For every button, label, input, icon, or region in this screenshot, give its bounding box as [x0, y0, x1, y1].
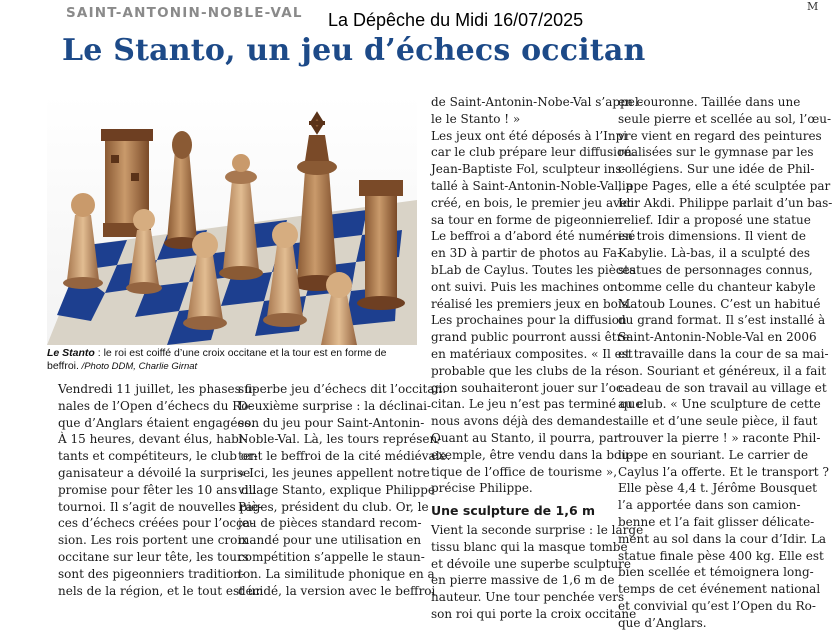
text-line: et dévoile une superbe sculpture: [431, 556, 632, 571]
text-line: mandé pour une utilisation en: [238, 533, 422, 548]
text-line: l’a apportée dans son camion-: [618, 498, 801, 513]
text-line: décidé, la version avec le beffroi: [238, 583, 436, 598]
section-subhead: Une sculpture de 1,6 m: [431, 503, 596, 519]
text-line: du grand format. Il s’est installé à: [618, 313, 826, 328]
text-line: ment au sol dans la cour d’Idir. La: [618, 531, 827, 546]
column-3-body: [431, 94, 643, 497]
text-line: Vient la seconde surprise : le large: [431, 522, 644, 537]
text-line: trouver la pierre ! » raconte Phil-: [618, 430, 821, 445]
text-line: de Saint-Antonin-Nobe-Val s’appel-: [431, 95, 643, 109]
section-kicker: SAINT-ANTONIN-NOBLE-VAL: [66, 5, 303, 21]
text-line: Vendredi 11 juillet, les phases fi-: [58, 382, 257, 396]
text-line: son. Souriant et généreux, il a fait: [618, 363, 827, 378]
newspaper-source: La Dépêche du Midi 16/07/2025: [328, 10, 584, 30]
text-line: et travaille dans la cour de sa mai-: [618, 346, 829, 361]
text-line: bien scellée et témoignera long-: [618, 565, 814, 580]
chess-pieces-illustration: [47, 95, 417, 345]
text-line: Idir Akdi. Philippe parlait d’un bas-: [618, 195, 832, 210]
text-line: citan. Le jeu n’est pas terminé que: [431, 397, 643, 412]
text-line: tique de l’office de tourisme »,: [431, 464, 618, 479]
text-line: en 3D à partir de photos au Fa-: [431, 246, 622, 261]
article-column-3: [431, 94, 643, 623]
column-3-continued: [431, 522, 643, 623]
text-line: lippe en souriant. Le carrier de: [618, 447, 809, 462]
text-line: précise Philippe.: [431, 481, 533, 496]
text-line: sont des pigeonniers tradition-: [58, 566, 246, 581]
text-line: temps de cet événement national: [618, 582, 821, 597]
text-line: nales de l’Open d’échecs du Ro-: [58, 398, 253, 413]
text-line: cadeau de son travail au village et: [618, 380, 827, 395]
text-line: promise pour fêter les 10 ans du: [58, 482, 257, 497]
caption-text: : le roi est coiffé d’une croix occitane et la tour est en forme de beffroi.: [47, 347, 387, 372]
text-line: nous avons déjà des demandes.: [431, 414, 623, 429]
text-line: réalisées sur le gymnase par les: [618, 145, 814, 160]
text-line: car le club prépare leur diffusion.: [431, 145, 636, 160]
text-line: probable que les clubs de la ré-: [431, 363, 623, 378]
text-line: ganisateur a dévoilé la surprise: [58, 465, 251, 480]
article-column-1: [58, 381, 263, 599]
text-line: compétition s’appelle le staun-: [238, 549, 425, 564]
text-line: le le Stanto ! »: [431, 111, 521, 126]
text-line: grand public pourront aussi être: [431, 330, 630, 345]
text-line: Quant au Stanto, il pourra, par: [431, 430, 620, 445]
text-line: Saint-Antonin-Noble-Val en 2006: [618, 330, 817, 345]
text-line: Elle pèse 4,4 t. Jérôme Bousquet: [618, 481, 817, 496]
photo-credit: /Photo DDM, Charlie Girnat: [78, 360, 198, 372]
text-line: jeu de pièces standard recom-: [238, 516, 422, 531]
text-line: Le beffroi a d’abord été numérisé: [431, 229, 636, 244]
text-line: vre vient en regard des peintures: [618, 128, 822, 143]
text-line: occitane sur leur tête, les tours: [58, 549, 249, 564]
text-line: créé, en bois, le premier jeu avec: [431, 195, 634, 210]
text-line: en matériaux composites. « Il est: [431, 346, 633, 361]
text-line: en couronne. Taillée dans une: [618, 95, 801, 109]
text-line: bLab de Caylus. Toutes les pièces: [431, 262, 636, 277]
text-line: Kabylie. Là-bas, il a sculpté des: [618, 246, 811, 261]
article-column-4: [618, 94, 832, 632]
text-line: comme celle du chanteur kabyle: [618, 279, 816, 294]
text-line: Jean-Baptiste Fol, sculpteur ins-: [431, 162, 626, 177]
text-line: Les jeux ont été déposés à l’Inpi: [431, 128, 628, 143]
text-line: son roi qui porte la croix occitane: [431, 606, 637, 621]
text-line: collégiens. Sur une idée de Phil-: [618, 162, 815, 177]
text-line: et convivial qu’est l’Open du Ro-: [618, 598, 816, 613]
text-line: tants et compétiteurs, le club or-: [58, 449, 258, 464]
caption-lead: Le Stanto: [47, 347, 95, 359]
text-line: sion. Les rois portent une croix: [58, 533, 248, 548]
text-line: au club. « Une sculpture de cette: [618, 397, 821, 412]
text-line: relief. Idir a proposé une statue: [618, 212, 811, 227]
text-line: ont suivi. Puis les machines ont: [431, 279, 623, 294]
text-line: en trois dimensions. Il vient de: [618, 229, 806, 244]
text-line: sa tour en forme de pigeonnier.: [431, 212, 623, 227]
text-line: gion souhaiteront jouer sur l’oc-: [431, 380, 627, 395]
text-line: Pages, président du club. Or, le: [238, 499, 429, 514]
text-line: nels de la région, et le tout est un: [58, 583, 264, 598]
text-line: que d’Anglars étaient engagées.: [58, 415, 255, 430]
text-line: Caylus l’a offerte. Et le transport ?: [618, 464, 829, 479]
text-line: exemple, être vendu dans la bou-: [431, 447, 634, 462]
text-line: que d’Anglars.: [618, 615, 707, 630]
text-line: statues de personnages connus,: [618, 262, 813, 277]
text-line: ton. La similitude phonique en a: [238, 566, 435, 581]
text-line: superbe jeu d’échecs dit l’occitan.: [238, 382, 447, 396]
text-line: village Stanto, explique Philippe: [238, 482, 435, 497]
text-line: lippe Pages, elle a été sculptée par: [618, 178, 831, 193]
text-line: « Ici, les jeunes appellent notre: [238, 465, 430, 480]
text-line: À 15 heures, devant élus, habi-: [58, 432, 247, 447]
text-line: tournoi. Il s’agit de nouvelles piè-: [58, 499, 263, 514]
corner-mark: M: [807, 0, 819, 13]
text-line: Noble-Val. Là, les tours représen-: [238, 432, 442, 447]
photo-caption: [47, 347, 417, 373]
text-line: tallé à Saint-Antonin-Noble-Val, a: [431, 178, 634, 193]
text-line: Deuxième surprise : la déclinai-: [238, 398, 432, 413]
text-line: réalisé les premiers jeux en bois.: [431, 296, 632, 311]
text-line: tissu blanc qui la masque tombe: [431, 539, 628, 554]
text-line: tent le beffroi de la cité médiévale.: [238, 449, 451, 464]
text-line: taille et d’une seule pièce, il faut: [618, 414, 818, 429]
article-column-2: [238, 381, 450, 599]
text-line: benne et l’a fait glisser délicate-: [618, 514, 815, 529]
text-line: Matoub Lounes. C’est un habitué: [618, 296, 821, 311]
text-line: Les prochaines pour la diffusion: [431, 313, 627, 328]
text-line: son du jeu pour Saint-Antonin-: [238, 415, 425, 430]
chess-photo: [47, 95, 417, 345]
text-line: statue finale pèse 400 kg. Elle est: [618, 548, 824, 563]
text-line: hauteur. Une tour penchée vers: [431, 590, 625, 605]
text-line: ces d’échecs créées pour l’occa-: [58, 516, 255, 531]
article-headline: Le Stanto, un jeu d’échecs occitan: [62, 33, 646, 68]
text-line: en pierre massive de 1,6 m de: [431, 573, 615, 588]
text-line: seule pierre et scellée au sol, l’œu-: [618, 111, 832, 126]
